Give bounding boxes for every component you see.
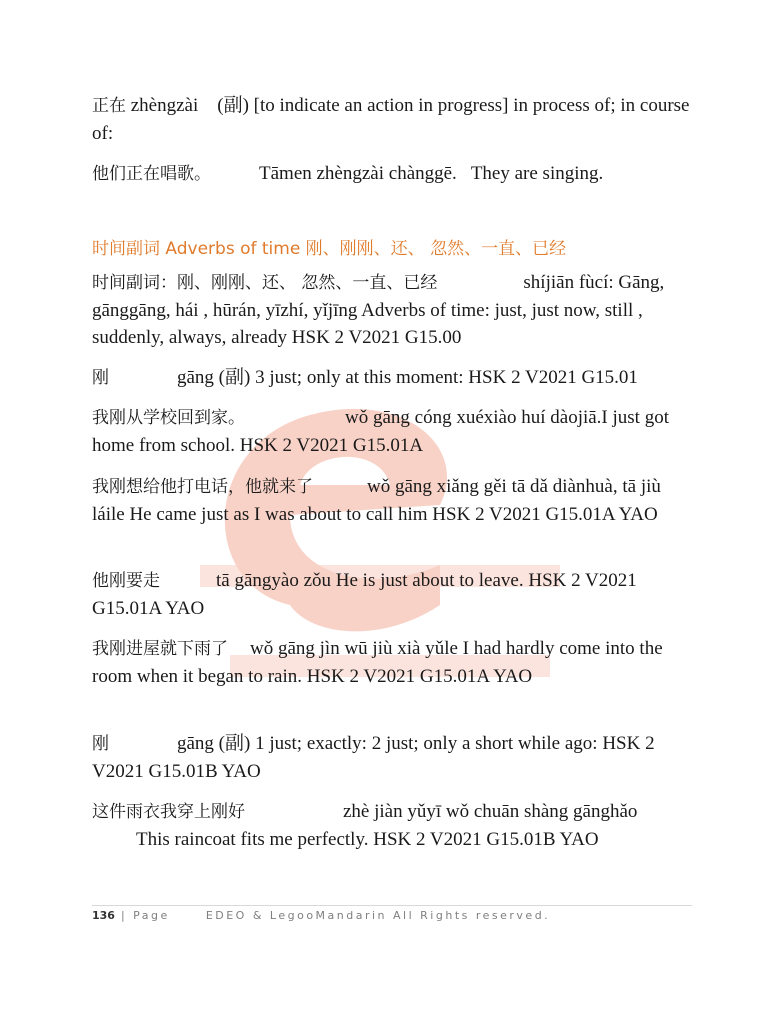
entry-example-rain — [92, 635, 697, 690]
entry-text: gāng (副) 1 just; exactly: 2 just; only a short while ago: HSK 2 V2021 G15.01B YAO — [92, 733, 655, 782]
entry-example-singing — [92, 160, 697, 188]
entry-zh: 时间副词：刚、刚刚、还、 忽然、一直、已经 — [92, 273, 438, 293]
page-footer — [92, 905, 692, 922]
entry-example-raincoat — [92, 798, 697, 853]
entry-adverbs-of-time — [92, 269, 697, 351]
entry-zh: 这件雨衣我穿上刚好 — [92, 802, 245, 822]
entry-text: zhèngzài (副) [to indicate an action in progress] in process of; in course of: — [92, 95, 690, 144]
entry-text: tā gāngyào zǒu He is just about to leave. HSK 2 V2021 G15.01A YAO — [92, 570, 637, 619]
entry-zhengzai — [92, 92, 697, 147]
footer-separator: | — [114, 909, 134, 922]
entry-example-call — [92, 473, 697, 528]
entry-english: They are singing. — [470, 163, 604, 184]
entry-zh: 刚 — [92, 368, 109, 388]
entry-text: shíjiān fùcí: Gāng, gānggāng, hái , hūrán, yīzhí, yǐjīng Adverbs of time: just, just now, still , suddenly, always, already HSK 2 V2021 G15.00 — [92, 272, 665, 348]
entry-pinyin: Tāmen zhèngzài chànggē. — [259, 163, 457, 184]
entry-example-school — [92, 404, 697, 459]
entry-gang-1 — [92, 730, 697, 785]
entry-text: zhè jiàn yǔyī wǒ chuān shàng gānghǎo — [343, 801, 638, 822]
page-number: 136 — [92, 909, 115, 922]
entry-zh: 我刚进屋就下雨了 — [92, 639, 228, 659]
entry-english: This raincoat fits me perfectly. HSK 2 V2021 G15.01B YAO — [136, 829, 599, 850]
entry-text: wǒ gāng cóng xuéxiào huí dàojiā.I just got home from school. HSK 2 V2021 G15.01A — [92, 407, 669, 456]
entry-zh: 刚 — [92, 734, 109, 754]
entry-zh: 我刚想给他打电话，他就来了 — [92, 477, 313, 497]
entry-zh: 他们正在唱歌。 — [92, 164, 211, 184]
rights-text: EDEO & LegooMandarin All Rights reserved. — [205, 909, 551, 922]
entry-text: wǒ gāng jìn wū jiù xià yǔle I had hardly come into the room when it began to rain. HSK 2 V2021 G15.01A YAO — [92, 638, 663, 687]
entry-text: wǒ gāng xiǎng gěi tā dǎ diànhuà, tā jiù láile He came just as I was about to call him HSK 2 V2021 G15.01A YAO — [92, 476, 661, 525]
entry-zh: 我刚从学校回到家。 — [92, 408, 245, 428]
entry-zh: 他刚要走 — [92, 571, 160, 591]
entry-zh: 正在 — [92, 96, 126, 116]
entry-example-leave — [92, 567, 697, 622]
page-label: Page — [133, 909, 170, 922]
entry-gang-3 — [92, 364, 697, 392]
entry-text: gāng (副) 3 just; only at this moment: HSK 2 V2021 G15.01 — [177, 367, 638, 388]
section-heading: 时间副词 Adverbs of time 刚、刚刚、还、 忽然、一直、已经 — [92, 239, 567, 259]
